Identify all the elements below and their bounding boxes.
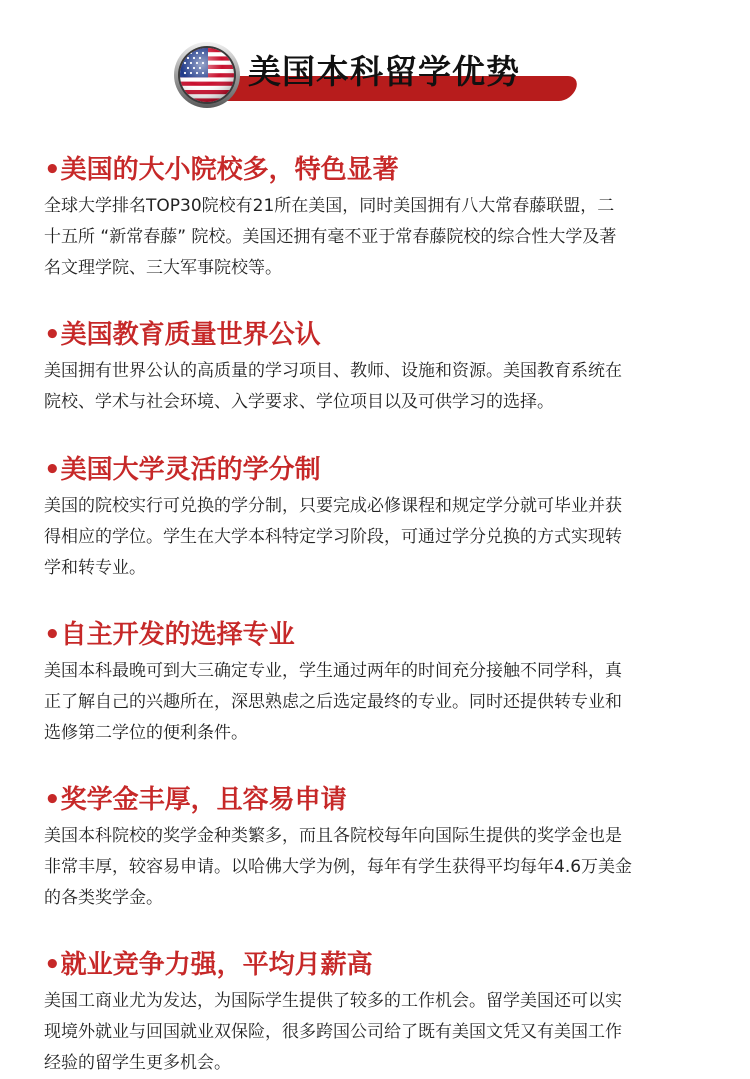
section-body [44, 491, 720, 584]
body-line: 院校、学术与社会环境、入学要求、学位项目以及可供学习的选择。 [44, 392, 554, 412]
body-line: 美国工商业尤为发达，为国际学生提供了较多的工作机会。留学美国还可以实 [44, 991, 622, 1011]
section-body [44, 191, 720, 284]
body-line: 的各类奖学金。 [44, 888, 163, 908]
body-line: 美国的院校实行可兑换的学分制，只要完成必修课程和规定学分就可毕业并获 [44, 496, 622, 516]
body-line: 美国本科院校的奖学金种类繁多，而且各院校每年向国际生提供的奖学金也是 [44, 826, 622, 846]
section-body [44, 356, 720, 418]
section-body [44, 656, 720, 749]
section-body [44, 986, 720, 1079]
body-line: 十五所 “新常春藤” 院校。美国还拥有毫不亚于常春藤院校的综合性大学及著 [44, 227, 617, 247]
section-heading: •就业竞争力强，平均月薪高 [44, 950, 373, 980]
section-heading: •美国大学灵活的学分制 [44, 455, 321, 485]
body-line: 全球大学排名TOP30院校有21所在美国，同时美国拥有八大常春藤联盟，二 [44, 196, 615, 216]
body-line: 美国拥有世界公认的高质量的学习项目、教师、设施和资源。美国教育系统在 [44, 361, 622, 381]
section-body [44, 821, 720, 914]
body-line: 正了解自己的兴趣所在，深思熟虑之后选定最终的专业。同时还提供转专业和 [44, 692, 622, 712]
body-line: 非常丰厚，较容易申请。以哈佛大学为例，每年有学生获得平均每年4.6万美金 [44, 857, 633, 877]
body-line: 选修第二学位的便利条件。 [44, 723, 248, 743]
body-line: 名文理学院、三大军事院校等。 [44, 258, 282, 278]
section-heading: •自主开发的选择专业 [44, 620, 295, 650]
section-heading: •奖学金丰厚，且容易申请 [44, 785, 347, 815]
header-banner [0, 0, 750, 110]
body-line: 现境外就业与回国就业双保险，很多跨国公司给了既有美国文凭又有美国工作 [44, 1022, 622, 1042]
body-line: 学和转专业。 [44, 558, 146, 578]
page-title: 美国本科留学优势 [248, 52, 520, 91]
body-line: 得相应的学位。学生在大学本科特定学习阶段，可通过学分兑换的方式实现转 [44, 527, 622, 547]
section-heading: •美国的大小院校多，特色显著 [44, 155, 399, 185]
body-line: 美国本科最晚可到大三确定专业，学生通过两年的时间充分接触不同学科，真 [44, 661, 622, 681]
usa-flag-icon [173, 41, 241, 109]
section-heading: •美国教育质量世界公认 [44, 320, 321, 350]
body-line: 经验的留学生更多机会。 [44, 1053, 231, 1073]
